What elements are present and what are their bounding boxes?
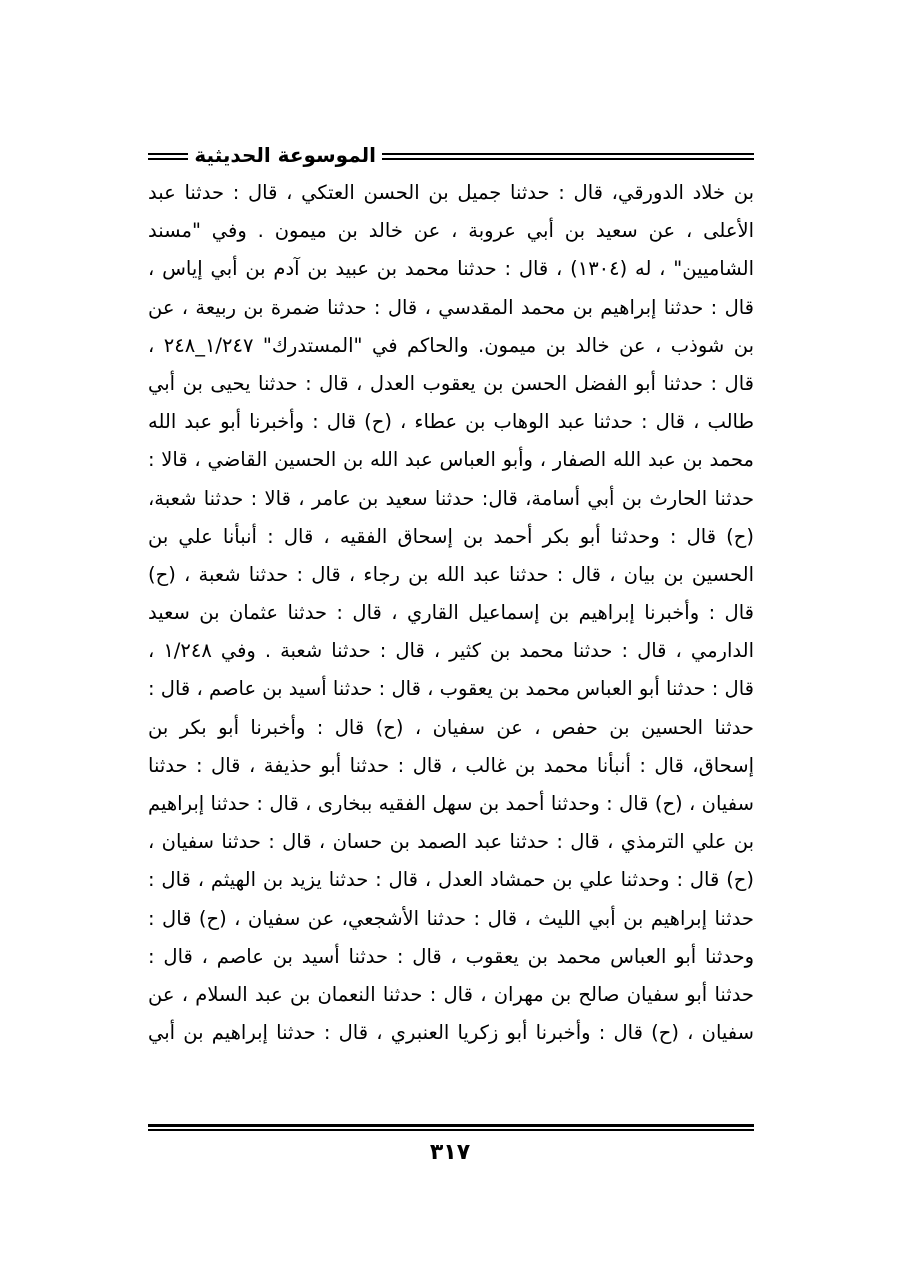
text-line: بن علي الترمذي ، قال : حدثنا عبد الصمد بن حسان ، قال : حدثنا سفيان ،: [148, 830, 754, 854]
text-line: حدثنا الحارث بن أبي أسامة، قال: حدثنا سعيد بن عامر ، قالا : حدثنا شعبة،: [148, 486, 754, 510]
text-line: قال : حدثنا إبراهيم بن محمد المقدسي ، قال : حدثنا ضمرة بن ربيعة ، عن: [148, 295, 754, 319]
text-line: محمد بن عبد الله الصفار ، وأبو العباس عبد الله بن الحسين القاضي ، قالا :: [148, 448, 754, 472]
page-header: [148, 140, 754, 170]
text-line: سفيان ، (ح) قال : وحدثنا أحمد بن سهل الفقيه ببخارى ، قال : حدثنا إبراهيم: [148, 792, 754, 815]
text-line: بن خلاد الدورقي، قال : حدثنا جميل بن الحسن العتكي ، قال : حدثنا عبد: [148, 181, 754, 204]
header-rule-left: [148, 153, 188, 160]
footer-rule: [148, 1124, 754, 1131]
text-line: طالب ، قال : حدثنا عبد الوهاب بن عطاء ، (ح) قال : وأخبرنا أبو عبد الله: [148, 410, 754, 434]
text-line: الدارمي ، قال : حدثنا محمد بن كثير ، قال : حدثنا شعبة . وفي ١/٢٤٨ ،: [148, 639, 754, 663]
text-line: (ح) قال : وحدثنا أبو بكر أحمد بن إسحاق الفقيه ، قال : أنبأنا علي بن: [148, 524, 754, 548]
text-line: سفيان ، (ح) قال : وأخبرنا أبو زكريا العنبري ، قال : حدثنا إبراهيم بن أبي: [148, 1021, 754, 1045]
text-line: قال : حدثنا أبو الفضل الحسن بن يعقوب العدل ، قال : حدثنا يحيى بن أبي: [148, 371, 754, 395]
text-line: بن شوذب ، عن خالد بن ميمون. والحاكم في "المستدرك" ١/٢٤٧_٢٤٨ ،: [148, 333, 754, 357]
page-title: الموسوعة الحديثية: [194, 143, 376, 167]
text-line: الشاميين" ، له (١٣٠٤) ، قال : حدثنا محمد بن عبيد بن آدم بن أبي إياس ،: [148, 257, 754, 281]
text-line: قال : حدثنا أبو العباس محمد بن يعقوب ، قال : حدثنا أسيد بن عاصم ، قال :: [148, 677, 754, 701]
text-line: حدثنا أبو سفيان صالح بن مهران ، قال : حدثنا النعمان بن عبد السلام ، عن: [148, 982, 754, 1006]
text-line: حدثنا إبراهيم بن أبي الليث ، قال : حدثنا الأشجعي، عن سفيان ، (ح) قال :: [148, 906, 754, 930]
text-line: الأعلى ، عن سعيد بن أبي عروبة ، عن خالد بن ميمون . وفي "مسند: [148, 219, 754, 243]
text-line: قال : وأخبرنا إبراهيم بن إسماعيل القاري ، قال : حدثنا عثمان بن سعيد: [148, 601, 754, 625]
page-number: ٣١٧: [429, 1140, 471, 1165]
header-rule-right: [382, 153, 754, 160]
text-line: (ح) قال : وحدثنا علي بن حمشاد العدل ، قال : حدثنا يزيد بن الهيثم ، قال :: [148, 868, 754, 892]
main-text: [148, 174, 754, 1052]
text-line: الحسين بن بيان ، قال : حدثنا عبد الله بن رجاء ، قال : حدثنا شعبة ، (ح): [148, 562, 754, 586]
text-line: إسحاق، قال : أنبأنا محمد بن غالب ، قال : حدثنا أبو حذيفة ، قال : حدثنا: [148, 753, 754, 777]
text-line: حدثنا الحسين بن حفص ، عن سفيان ، (ح) قال : وأخبرنا أبو بكر بن: [148, 715, 754, 739]
text-line: وحدثنا أبو العباس محمد بن يعقوب ، قال : حدثنا أسيد بن عاصم ، قال :: [148, 944, 754, 968]
